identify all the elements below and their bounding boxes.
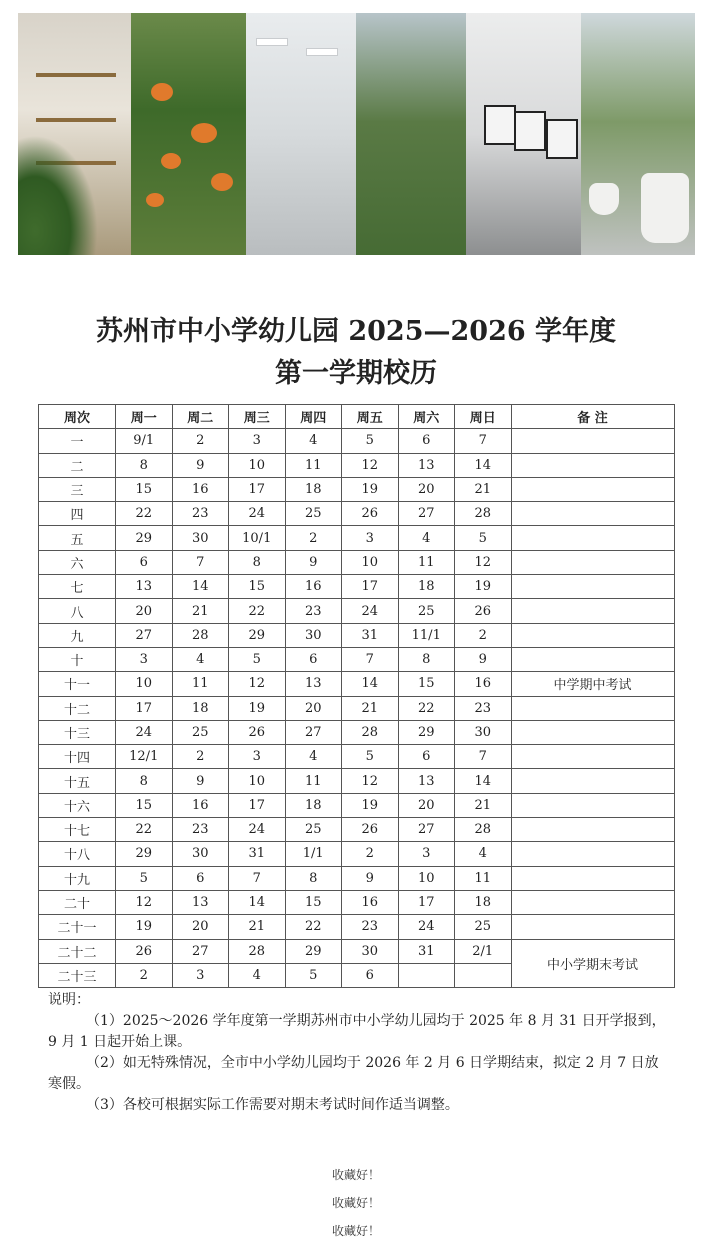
- table-row: [39, 672, 675, 696]
- header-wed: 周三: [229, 405, 286, 429]
- date-cell: 19: [342, 793, 399, 817]
- date-cell: 4: [172, 647, 229, 671]
- date-cell: 7: [342, 647, 399, 671]
- week-number-cell: 八: [39, 599, 116, 623]
- date-cell: 29: [398, 720, 455, 744]
- week-number-cell: 四: [39, 502, 116, 526]
- date-cell: 3: [172, 963, 229, 987]
- date-cell: 31: [229, 842, 286, 866]
- calendar-title: 苏州市中小学幼儿园 2025—2026 学年度: [95, 316, 617, 347]
- date-cell: 16: [172, 477, 229, 501]
- table-row: [39, 526, 675, 550]
- week-number-cell: 一: [39, 429, 116, 453]
- header-sat: 周六: [398, 405, 455, 429]
- date-cell: 13: [398, 769, 455, 793]
- week-number-cell: 七: [39, 575, 116, 599]
- date-cell: 4: [285, 745, 342, 769]
- date-cell: 29: [285, 939, 342, 963]
- date-cell: [398, 963, 455, 987]
- date-cell: 15: [398, 672, 455, 696]
- date-cell: 13: [116, 575, 173, 599]
- date-cell: 11/1: [398, 623, 455, 647]
- date-cell: 19: [342, 477, 399, 501]
- date-cell: 11: [455, 866, 512, 890]
- date-cell: 10/1: [229, 526, 286, 550]
- date-cell: 1/1: [285, 842, 342, 866]
- header-fri: 周五: [342, 405, 399, 429]
- table-row: [39, 866, 675, 890]
- note-cell: [511, 623, 674, 647]
- date-cell: 26: [455, 599, 512, 623]
- date-cell: 14: [455, 453, 512, 477]
- date-cell: 24: [342, 599, 399, 623]
- table-row: [39, 842, 675, 866]
- date-cell: 20: [398, 793, 455, 817]
- date-cell: 12: [229, 672, 286, 696]
- date-cell: 17: [342, 575, 399, 599]
- date-cell: 14: [455, 769, 512, 793]
- date-cell: 8: [398, 647, 455, 671]
- note-item: （2）如无特殊情况，全市中小学幼儿园均于 2026 年 2 月 6 日学期结束，拟定 2 月 7 日放寒假。: [48, 1055, 659, 1092]
- date-cell: 19: [455, 575, 512, 599]
- date-cell: 9: [285, 550, 342, 574]
- gallery-hall-photo: [246, 13, 356, 255]
- note-cell: [511, 599, 674, 623]
- date-cell: 12: [455, 550, 512, 574]
- note-cell: [511, 745, 674, 769]
- date-cell: 21: [229, 915, 286, 939]
- table-row: [39, 599, 675, 623]
- date-cell: 20: [116, 599, 173, 623]
- week-number-cell: 三: [39, 477, 116, 501]
- date-cell: 8: [285, 866, 342, 890]
- week-number-cell: 二十一: [39, 915, 116, 939]
- date-cell: 12: [342, 453, 399, 477]
- date-cell: 16: [172, 793, 229, 817]
- table-row: [39, 818, 675, 842]
- date-cell: 22: [285, 915, 342, 939]
- date-cell: 20: [398, 477, 455, 501]
- date-cell: 17: [398, 890, 455, 914]
- final-exam-note-cell: 中小学期末考试: [511, 939, 674, 988]
- calendar-subtitle: 第一学期校历: [275, 358, 437, 389]
- trophy-shelf-photo: [18, 13, 131, 255]
- date-cell: 26: [342, 502, 399, 526]
- date-cell: 28: [172, 623, 229, 647]
- date-cell: 24: [116, 720, 173, 744]
- date-cell: 22: [116, 502, 173, 526]
- date-cell: 30: [342, 939, 399, 963]
- header-sun: 周日: [455, 405, 512, 429]
- header-mon: 周一: [116, 405, 173, 429]
- date-cell: 3: [116, 647, 173, 671]
- date-cell: 22: [398, 696, 455, 720]
- date-cell: 2: [116, 963, 173, 987]
- date-cell: 9: [342, 866, 399, 890]
- date-cell: 12: [116, 890, 173, 914]
- date-cell: 5: [455, 526, 512, 550]
- date-cell: 28: [342, 720, 399, 744]
- date-cell: 29: [116, 842, 173, 866]
- note-cell: [511, 453, 674, 477]
- date-cell: 2: [342, 842, 399, 866]
- header-tue: 周二: [172, 405, 229, 429]
- table-row: [39, 550, 675, 574]
- date-cell: 27: [285, 720, 342, 744]
- date-cell: 19: [229, 696, 286, 720]
- header-week: 周次: [39, 405, 116, 429]
- date-cell: 9: [172, 769, 229, 793]
- week-number-cell: 十七: [39, 818, 116, 842]
- week-number-cell: 二十二: [39, 939, 116, 963]
- table-row: [39, 745, 675, 769]
- date-cell: 27: [172, 939, 229, 963]
- date-cell: 11: [172, 672, 229, 696]
- date-cell: 24: [229, 818, 286, 842]
- note-cell: [511, 647, 674, 671]
- date-cell: 26: [342, 818, 399, 842]
- date-cell: 18: [455, 890, 512, 914]
- note-cell: [511, 526, 674, 550]
- date-cell: [455, 963, 512, 987]
- garden-building-photo: [356, 13, 466, 255]
- date-cell: 29: [229, 623, 286, 647]
- date-cell: 21: [172, 599, 229, 623]
- date-cell: 29: [116, 526, 173, 550]
- date-cell: 6: [398, 745, 455, 769]
- date-cell: 15: [229, 575, 286, 599]
- date-cell: 24: [229, 502, 286, 526]
- table-row: [39, 939, 675, 963]
- note-item: （3）各校可根据实际工作需要对期末考试时间作适当调整。: [86, 1097, 459, 1113]
- notes-section: [48, 990, 668, 1116]
- date-cell: 5: [342, 429, 399, 453]
- date-cell: 7: [172, 550, 229, 574]
- school-calendar-table: [38, 404, 675, 988]
- note-cell: 中学期中考试: [511, 672, 674, 696]
- note-cell: [511, 842, 674, 866]
- date-cell: 2: [172, 429, 229, 453]
- date-cell: 4: [285, 429, 342, 453]
- date-cell: 22: [229, 599, 286, 623]
- date-cell: 22: [116, 818, 173, 842]
- date-cell: 6: [398, 429, 455, 453]
- date-cell: 27: [398, 502, 455, 526]
- table-row: [39, 915, 675, 939]
- note-cell: [511, 502, 674, 526]
- date-cell: 4: [455, 842, 512, 866]
- date-cell: 10: [398, 866, 455, 890]
- week-number-cell: 十五: [39, 769, 116, 793]
- date-cell: 2: [285, 526, 342, 550]
- week-number-cell: 二十: [39, 890, 116, 914]
- date-cell: 23: [172, 502, 229, 526]
- table-row: [39, 720, 675, 744]
- footer-text: 收藏好！: [331, 1196, 380, 1210]
- date-cell: 30: [172, 842, 229, 866]
- date-cell: 25: [172, 720, 229, 744]
- date-cell: 13: [398, 453, 455, 477]
- table-row: [39, 453, 675, 477]
- potted-plants-photo: [581, 13, 695, 255]
- date-cell: 10: [116, 672, 173, 696]
- table-header-row: [39, 405, 675, 429]
- note-item: （1）2025～2026 学年度第一学期苏州市中小学幼儿园均于 2025 年 8 月 31 日开学报到，9 月 1 日起开始上课。: [48, 1013, 666, 1050]
- header-thu: 周四: [285, 405, 342, 429]
- date-cell: 21: [342, 696, 399, 720]
- table-row: [39, 477, 675, 501]
- table-row: [39, 793, 675, 817]
- date-cell: 6: [116, 550, 173, 574]
- date-cell: 11: [398, 550, 455, 574]
- date-cell: 30: [455, 720, 512, 744]
- week-number-cell: 六: [39, 550, 116, 574]
- date-cell: 23: [455, 696, 512, 720]
- table-row: [39, 429, 675, 453]
- date-cell: 8: [229, 550, 286, 574]
- date-cell: 17: [229, 793, 286, 817]
- footer-text: 收藏好！: [331, 1224, 380, 1238]
- date-cell: 3: [229, 429, 286, 453]
- header-notes: 备 注: [511, 405, 674, 429]
- date-cell: 31: [398, 939, 455, 963]
- date-cell: 16: [455, 672, 512, 696]
- date-cell: 23: [172, 818, 229, 842]
- week-number-cell: 十九: [39, 866, 116, 890]
- note-cell: [511, 575, 674, 599]
- date-cell: 24: [398, 915, 455, 939]
- table-row: [39, 502, 675, 526]
- week-number-cell: 十: [39, 647, 116, 671]
- date-cell: 5: [342, 745, 399, 769]
- date-cell: 13: [285, 672, 342, 696]
- date-cell: 21: [455, 477, 512, 501]
- date-cell: 31: [342, 623, 399, 647]
- date-cell: 4: [229, 963, 286, 987]
- date-cell: 8: [116, 453, 173, 477]
- campus-photo-banner: [18, 13, 695, 255]
- week-number-cell: 十八: [39, 842, 116, 866]
- date-cell: 19: [116, 915, 173, 939]
- date-cell: 14: [172, 575, 229, 599]
- date-cell: 15: [116, 477, 173, 501]
- date-cell: 8: [116, 769, 173, 793]
- note-cell: [511, 866, 674, 890]
- note-cell: [511, 720, 674, 744]
- date-cell: 16: [342, 890, 399, 914]
- note-cell: [511, 550, 674, 574]
- date-cell: 9: [455, 647, 512, 671]
- date-cell: 28: [229, 939, 286, 963]
- date-cell: 11: [285, 453, 342, 477]
- week-number-cell: 二十三: [39, 963, 116, 987]
- date-cell: 27: [116, 623, 173, 647]
- date-cell: 18: [285, 477, 342, 501]
- table-row: [39, 890, 675, 914]
- date-cell: 10: [229, 769, 286, 793]
- date-cell: 4: [398, 526, 455, 550]
- date-cell: 6: [285, 647, 342, 671]
- date-cell: 25: [455, 915, 512, 939]
- date-cell: 6: [342, 963, 399, 987]
- note-cell: [511, 696, 674, 720]
- date-cell: 23: [342, 915, 399, 939]
- date-cell: 25: [398, 599, 455, 623]
- note-cell: [511, 769, 674, 793]
- note-cell: [511, 477, 674, 501]
- date-cell: 27: [398, 818, 455, 842]
- date-cell: 28: [455, 502, 512, 526]
- date-cell: 14: [342, 672, 399, 696]
- art-easels-photo: [466, 13, 581, 255]
- note-cell: [511, 890, 674, 914]
- date-cell: 17: [229, 477, 286, 501]
- note-cell: [511, 915, 674, 939]
- date-cell: 9: [172, 453, 229, 477]
- date-cell: 5: [116, 866, 173, 890]
- note-cell: [511, 818, 674, 842]
- date-cell: 23: [285, 599, 342, 623]
- table-row: [39, 575, 675, 599]
- note-cell: [511, 429, 674, 453]
- table-row: [39, 769, 675, 793]
- date-cell: 3: [342, 526, 399, 550]
- date-cell: 5: [285, 963, 342, 987]
- date-cell: 21: [455, 793, 512, 817]
- date-cell: 28: [455, 818, 512, 842]
- date-cell: 18: [398, 575, 455, 599]
- week-number-cell: 五: [39, 526, 116, 550]
- date-cell: 2: [455, 623, 512, 647]
- date-cell: 26: [116, 939, 173, 963]
- date-cell: 7: [455, 745, 512, 769]
- date-cell: 18: [172, 696, 229, 720]
- date-cell: 11: [285, 769, 342, 793]
- note-cell: [511, 793, 674, 817]
- date-cell: 3: [229, 745, 286, 769]
- footer-text: 收藏好！: [331, 1168, 380, 1182]
- table-row: [39, 647, 675, 671]
- date-cell: 30: [285, 623, 342, 647]
- date-cell: 15: [285, 890, 342, 914]
- date-cell: 9/1: [116, 429, 173, 453]
- date-cell: 17: [116, 696, 173, 720]
- date-cell: 20: [285, 696, 342, 720]
- flower-photo: [131, 13, 246, 255]
- date-cell: 25: [285, 818, 342, 842]
- table-row: [39, 696, 675, 720]
- date-cell: 10: [342, 550, 399, 574]
- date-cell: 10: [229, 453, 286, 477]
- week-number-cell: 二: [39, 453, 116, 477]
- table-row: [39, 623, 675, 647]
- date-cell: 26: [229, 720, 286, 744]
- date-cell: 7: [455, 429, 512, 453]
- date-cell: 2/1: [455, 939, 512, 963]
- date-cell: 12/1: [116, 745, 173, 769]
- week-number-cell: 十四: [39, 745, 116, 769]
- date-cell: 13: [172, 890, 229, 914]
- week-number-cell: 九: [39, 623, 116, 647]
- date-cell: 5: [229, 647, 286, 671]
- date-cell: 12: [342, 769, 399, 793]
- week-number-cell: 十六: [39, 793, 116, 817]
- date-cell: 20: [172, 915, 229, 939]
- date-cell: 3: [398, 842, 455, 866]
- date-cell: 18: [285, 793, 342, 817]
- date-cell: 7: [229, 866, 286, 890]
- date-cell: 2: [172, 745, 229, 769]
- week-number-cell: 十三: [39, 720, 116, 744]
- date-cell: 15: [116, 793, 173, 817]
- date-cell: 25: [285, 502, 342, 526]
- date-cell: 14: [229, 890, 286, 914]
- week-number-cell: 十二: [39, 696, 116, 720]
- notes-heading: 说明：: [48, 992, 90, 1008]
- week-number-cell: 十一: [39, 672, 116, 696]
- date-cell: 16: [285, 575, 342, 599]
- date-cell: 30: [172, 526, 229, 550]
- date-cell: 6: [172, 866, 229, 890]
